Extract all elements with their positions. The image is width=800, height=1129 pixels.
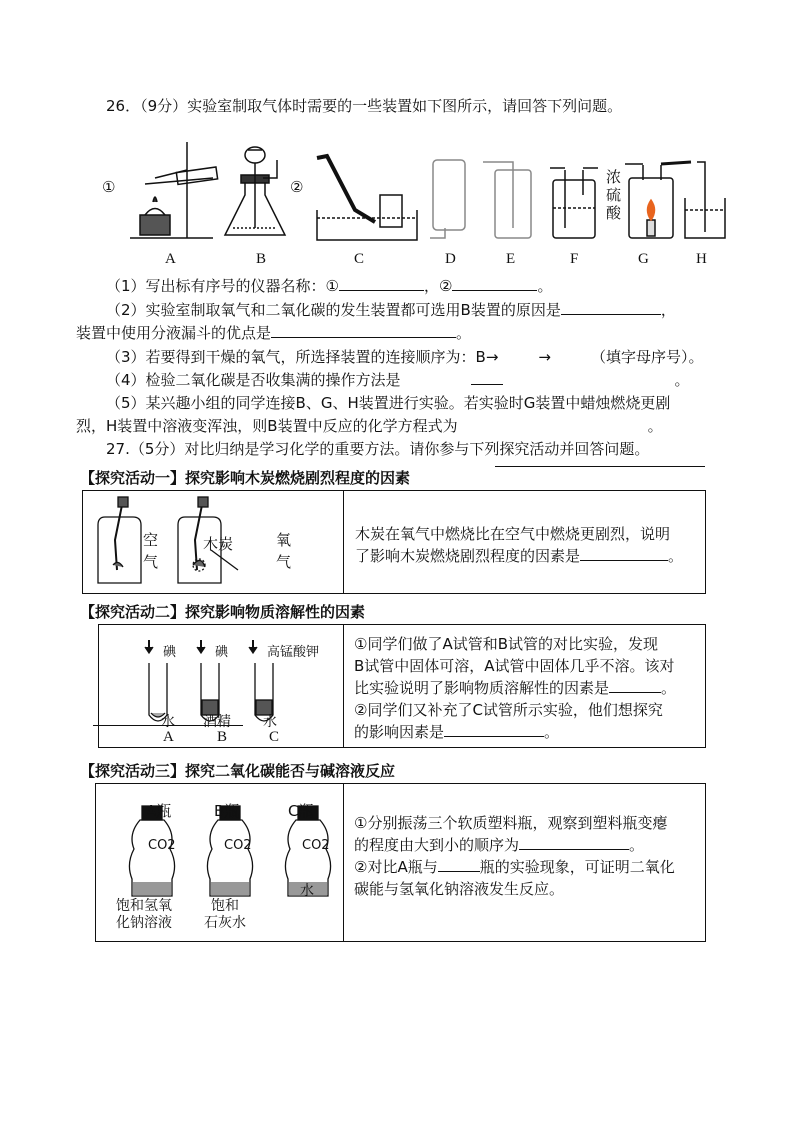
activity1-text: 木炭在氧气中燃烧比在空气中燃烧更剧烈，说明 了影响木炭燃烧剧烈程度的因素是 。: [355, 525, 684, 565]
q26-part3: （3）若要得到干燥的氧气，所选择装置的连接顺序为：B→ → （填字母序号）。: [106, 348, 704, 366]
answer-blank[interactable]: [438, 857, 480, 872]
liquid-a: 饱和氢氧 化钠溶液: [116, 898, 172, 931]
apparatus-h: [685, 162, 725, 238]
q26-part2: （2）实验室制取氧气和二氧化碳的发生装置都可选用B装置的原因是 ，: [106, 301, 676, 319]
activity3-heading: 【探究活动三】探究二氧化碳能否与碱溶液反应: [80, 762, 396, 780]
apparatus-f: [550, 168, 598, 238]
bottle-c: C瓶: [288, 802, 314, 820]
solvent-b: 酒精: [203, 714, 231, 730]
label-c: C: [354, 251, 365, 267]
answer-blank[interactable]: [519, 835, 629, 850]
liquid-c: 水: [300, 883, 314, 899]
marker-2: ②: [290, 178, 304, 196]
gas-b: CO2: [224, 838, 252, 853]
answer-blank[interactable]: [339, 276, 424, 291]
label-f: F: [570, 251, 579, 267]
label-air: 空 气: [143, 531, 159, 571]
activity1-heading: 【探究活动一】探究影响木炭燃烧剧烈程度的因素: [80, 469, 411, 487]
conc-acid-label: 浓 硫 酸: [606, 168, 622, 222]
tube-b: B: [217, 729, 228, 745]
q26-part4: （4）检验二氧化碳是否收集满的操作方法是 。: [106, 371, 690, 389]
activity3-text: ①分别振荡三个软质塑料瓶，观察到塑料瓶变瘪 的程度由大到小的顺序为 。 ②对比A瓶与 瓶的实验现象，可证明二氧化 碳能与氢氧化钠溶液发生反应。: [354, 814, 675, 898]
q26-title: 26．（9分）实验室制取气体时需要的一些装置如下图所示，请回答下列问题。: [106, 97, 623, 115]
activity2-heading: 【探究活动二】探究影响物质溶解性的因素: [80, 603, 366, 621]
solute-a: 碘: [163, 645, 177, 660]
apparatus-a: [130, 142, 218, 238]
activity2-text: ①同学们做了A试管和B试管的对比实验，发现 B试管中固体可溶，A试管中固体几乎不溶。该对 比实验说明了影响物质溶解性的因素是 。 ②同学们又补充了C试管所示实验，他们想探究 的影响因素是 。: [354, 635, 677, 741]
activity1-box: [82, 490, 706, 594]
tube-c: C: [269, 729, 280, 745]
q26-part2-cont: 装置中使用分液漏斗的优点是 。: [76, 324, 472, 342]
label-oxygen: 氧 气: [276, 531, 292, 571]
label-h: H: [696, 251, 707, 267]
apparatus-e: [483, 162, 531, 238]
liquid-b: 饱和 石灰水: [204, 898, 246, 931]
gas-c: CO2: [302, 838, 330, 853]
gas-a: CO2: [148, 838, 176, 853]
answer-blank[interactable]: [452, 276, 537, 291]
activity3-box: [95, 783, 706, 942]
apparatus-figure: [95, 140, 740, 250]
label-g: G: [638, 251, 649, 267]
apparatus-b: [225, 147, 285, 235]
solvent-c: 水: [263, 714, 277, 730]
label-b: B: [256, 251, 267, 267]
apparatus-d: [430, 160, 465, 238]
solute-b: 碘: [215, 645, 229, 660]
answer-blank[interactable]: [271, 323, 456, 338]
apparatus-g: [625, 162, 691, 238]
answer-blank[interactable]: [471, 370, 503, 385]
answer-blank[interactable]: [609, 678, 661, 693]
solute-c: 高锰酸钾: [267, 645, 320, 660]
q27-title: 27.（5分）对比归纳是学习化学的重要方法。请你参与下列探究活动并回答问题。: [106, 440, 650, 458]
tube-a: A: [163, 729, 174, 745]
q26-part5: （5）某兴趣小组的同学连接B、G、H装置进行实验。若实验时G装置中蜡烛燃烧更剧: [106, 394, 671, 412]
q26-part5-cont: 烈，H装置中溶液变浑浊，则B装置中反应的化学方程式为 。: [76, 417, 663, 435]
answer-blank[interactable]: [444, 722, 544, 737]
marker-1: ①: [102, 178, 116, 196]
q26-part1: （1）写出标有序号的仪器名称：① ，② 。: [106, 277, 553, 295]
answer-blank[interactable]: [580, 546, 668, 561]
activity2-box: [98, 624, 706, 748]
label-charcoal: 木炭: [203, 535, 234, 553]
apparatus-c: [317, 156, 417, 240]
label-d: D: [445, 251, 456, 267]
bottle-a: A瓶: [146, 802, 172, 820]
solvent-a: 水: [161, 714, 175, 730]
label-a: A: [165, 251, 176, 267]
divider: [495, 466, 705, 467]
label-e: E: [506, 251, 516, 267]
answer-blank[interactable]: [561, 300, 661, 315]
bottle-b: B瓶: [214, 802, 240, 820]
